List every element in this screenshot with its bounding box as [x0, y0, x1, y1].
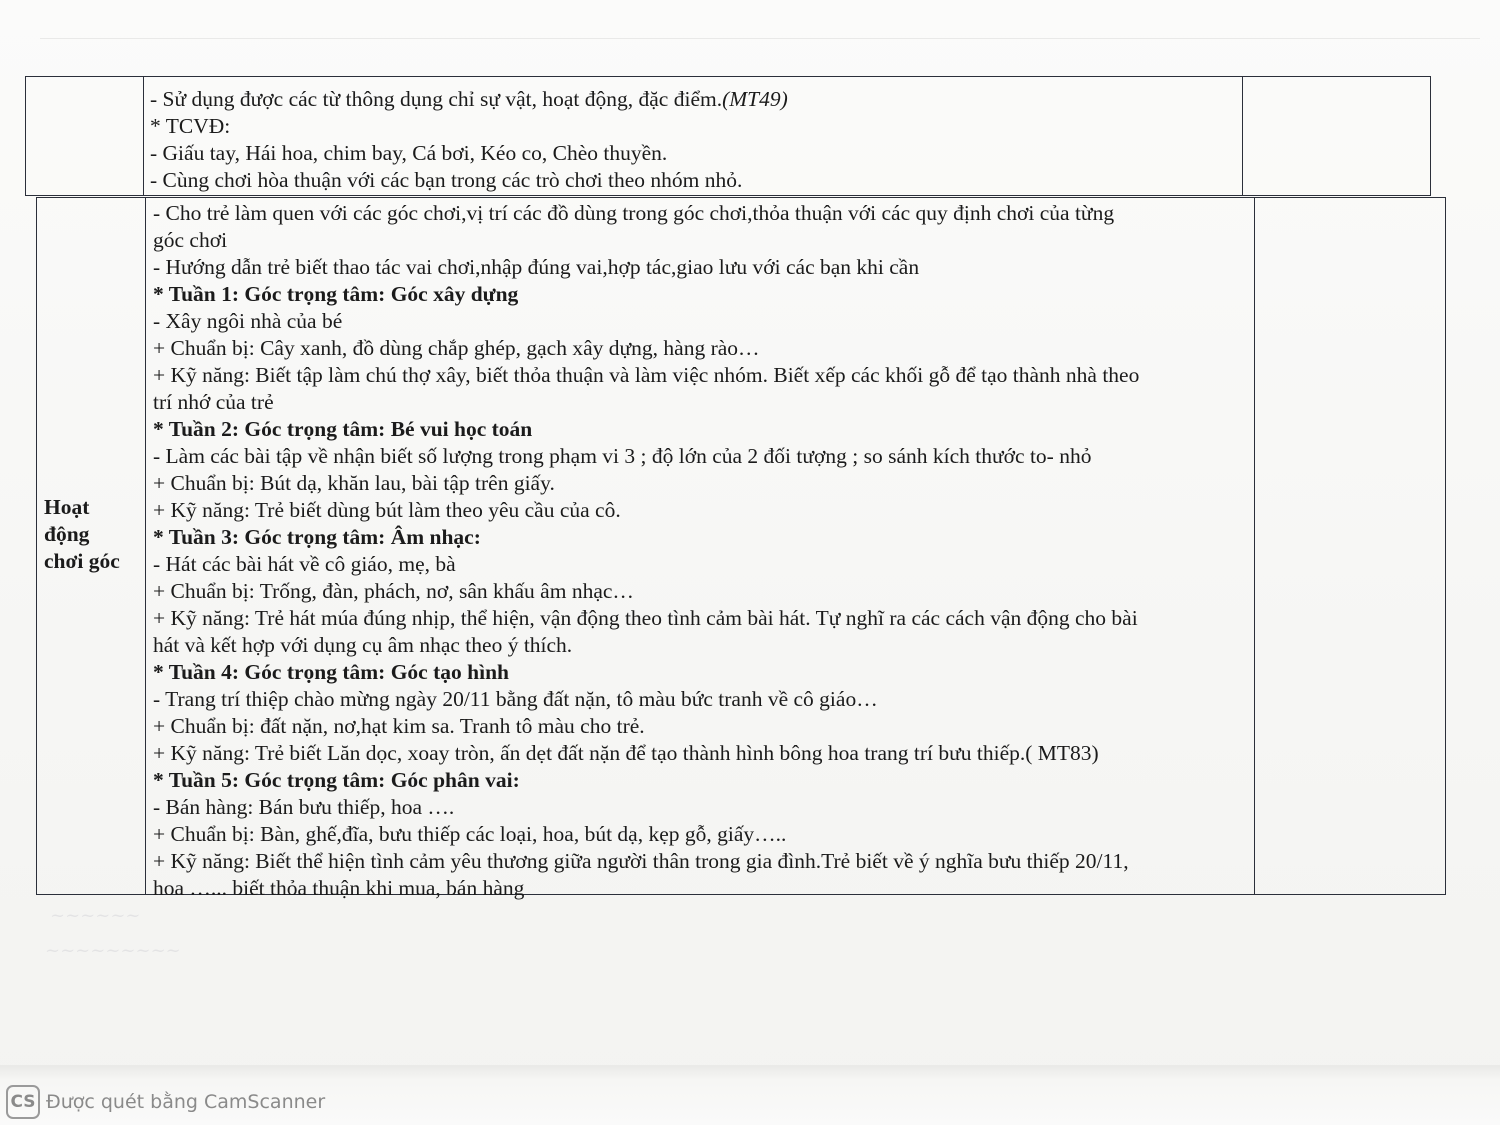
text-line: + Kỹ năng: Trẻ biết dùng bút làm theo yêu cầu của cô.	[153, 498, 621, 522]
top-row-content	[150, 86, 788, 194]
text-line: + Kỹ năng: Biết tập làm chú thợ xây, biết thỏa thuận và làm việc nhóm. Biết xếp các khối gỗ để tạo thành nhà theo	[153, 363, 1140, 387]
text-line: hát và kết hợp với dụng cụ âm nhạc theo ý thích.	[153, 633, 573, 657]
text-line: trí nhớ của trẻ	[153, 390, 274, 414]
text-line: - Hướng dẫn trẻ biết thao tác vai chơi,nhập đúng vai,hợp tác,giao lưu với các bạn khi cần	[153, 255, 920, 279]
text-line: - Cho trẻ làm quen với các góc chơi,vị trí các đồ dùng trong góc chơi,thỏa thuận với các quy định chơi của từng	[153, 201, 1115, 225]
text-line: + Chuẩn bị: Trống, đàn, phách, nơ, sân khấu âm nhạc…	[153, 579, 634, 603]
week-heading: * Tuần 5: Góc trọng tâm: Góc phân vai:	[153, 768, 520, 792]
camscanner-logo-icon: CS	[6, 1085, 40, 1119]
text-line: * TCVĐ:	[150, 114, 231, 138]
text-line: + Chuẩn bị: Bút dạ, khăn lau, bài tập trên giấy.	[153, 471, 555, 495]
text-line: góc chơi	[153, 228, 228, 252]
column-divider-right	[1254, 198, 1255, 894]
row-heading: Hoạt động chơi góc	[44, 495, 120, 573]
column-divider-right	[1242, 77, 1243, 195]
text-line: + Kỹ năng: Trẻ biết Lăn dọc, xoay tròn, ấn dẹt đất nặn để tạo thành hình bông hoa trang trí bưu thiếp.( MT83)	[153, 741, 1099, 765]
week-heading: * Tuần 3: Góc trọng tâm: Âm nhạc:	[153, 525, 481, 549]
week-heading: * Tuần 1: Góc trọng tâm: Góc xây dựng	[153, 282, 519, 306]
watermark-text: Được quét bằng CamScanner	[46, 1091, 326, 1113]
text-line: - Cùng chơi hòa thuận với các bạn trong các trò chơi theo nhóm nhỏ.	[150, 168, 743, 192]
text-line: + Kỹ năng: Biết thể hiện tình cảm yêu thương giữa người thân trong gia đình.Trẻ biết về ý nghĩa bưu thiếp 20/11,	[153, 849, 1129, 873]
camscanner-watermark	[6, 1085, 325, 1119]
column-divider-left	[143, 77, 144, 195]
text-line: - Sử dụng được các từ thông dụng chỉ sự vật, hoạt động, đặc điểm.(MT49)	[150, 87, 788, 111]
text-line: + Chuẩn bị: đất nặn, nơ,hạt kim sa. Tranh tô màu cho trẻ.	[153, 714, 645, 738]
text-line: - Làm các bài tập về nhận biết số lượng trong phạm vi 3 ; độ lớn của 2 đối tượng ; so sánh kích thước to- nhỏ	[153, 444, 1092, 468]
activity-content	[153, 200, 1139, 902]
text-line: - Xây ngôi nhà của bé	[153, 309, 343, 333]
week-heading: * Tuần 2: Góc trọng tâm: Bé vui học toán	[153, 417, 533, 441]
scan-artifact-line	[40, 38, 1480, 39]
text-line: + Chuẩn bị: Cây xanh, đồ dùng chắp ghép, gạch xây dựng, hàng rào…	[153, 336, 760, 360]
text-line: - Bán hàng: Bán bưu thiếp, hoa ….	[153, 795, 455, 819]
text-line: - Hát các bài hát về cô giáo, mẹ, bà	[153, 552, 456, 576]
table-row-corner-play	[36, 197, 1446, 900]
text-line: - Giấu tay, Hái hoa, chim bay, Cá bơi, Kéo co, Chèo thuyền.	[150, 141, 668, 165]
text-line: - Trang trí thiệp chào mừng ngày 20/11 bằng đất nặn, tô màu bức tranh về cô giáo…	[153, 687, 878, 711]
week-heading: * Tuần 4: Góc trọng tâm: Góc tạo hình	[153, 660, 509, 684]
stamp-smudge: ~~~~~~~~~	[45, 940, 181, 961]
column-divider-left	[145, 198, 146, 894]
text-line: + Chuẩn bị: Bàn, ghế,đĩa, bưu thiếp các loại, hoa, bút dạ, kẹp gỗ, giấy…..	[153, 822, 787, 846]
text-line: hoa …... biết thỏa thuận khi mua, bán hàng	[153, 876, 525, 900]
table-row-continuation	[25, 76, 1431, 196]
text-line: + Kỹ năng: Trẻ hát múa đúng nhịp, thể hiện, vận động theo tình cảm bài hát. Tự nghĩ ra các cách vận động cho bài	[153, 606, 1138, 630]
stamp-smudge: ~~~~~~	[50, 905, 141, 926]
